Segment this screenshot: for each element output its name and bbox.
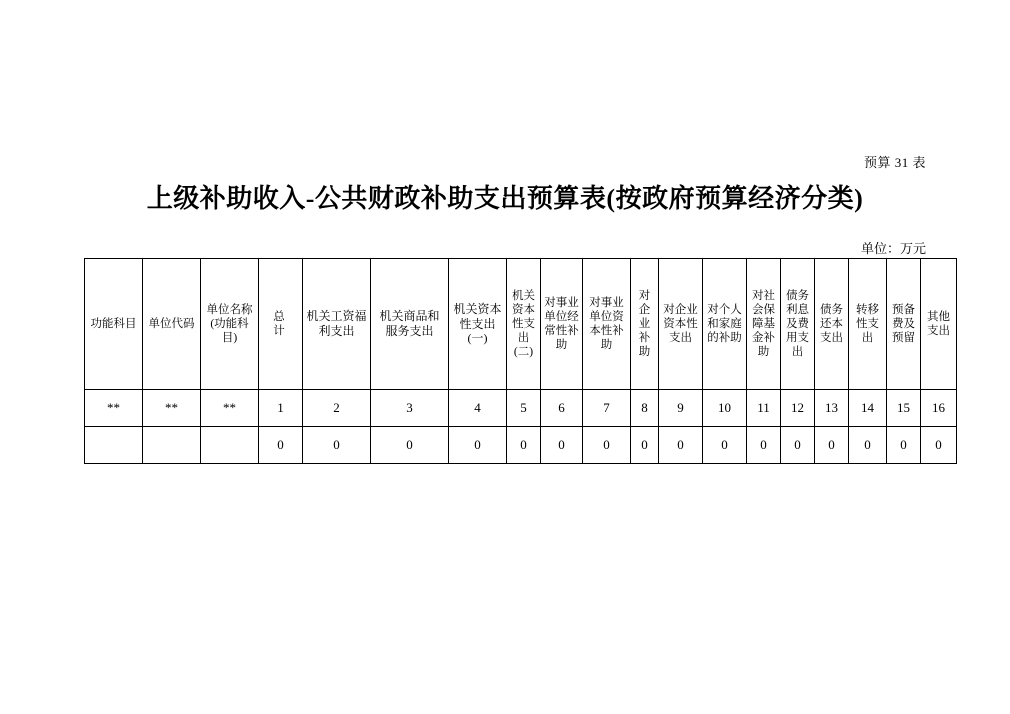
column-header-label: 转移性支出 xyxy=(856,303,879,344)
table-cell: 0 xyxy=(371,427,449,464)
column-header-label: 其他支出 xyxy=(927,310,950,337)
form-number: 预算 31 表 xyxy=(863,155,926,170)
table-cell: 9 xyxy=(659,390,703,427)
column-header-reserve-funds xyxy=(887,259,921,390)
table-cell: 1 xyxy=(259,390,303,427)
column-header-individual-family-subsidy xyxy=(703,259,747,390)
unit-note: 单位：万元 xyxy=(860,241,926,256)
column-header-enterprise-capital-expenditure xyxy=(659,259,703,390)
table-row xyxy=(85,390,957,427)
column-header-label: 对企业补助 xyxy=(638,289,651,359)
table-cell: 0 xyxy=(631,427,659,464)
table-cell: 0 xyxy=(887,427,921,464)
column-header-label: 对个人和家庭的补助 xyxy=(707,303,742,344)
table-cell: 0 xyxy=(849,427,887,464)
table-cell xyxy=(201,427,259,464)
table-cell: 7 xyxy=(583,390,631,427)
column-header-label: 对企业资本性支出 xyxy=(663,303,698,344)
table-cell: 5 xyxy=(507,390,541,427)
column-header-label: 机关资本性支出(二) xyxy=(512,289,535,359)
column-header-label: 对事业单位资本性补助 xyxy=(589,296,624,352)
page-title: 上级补助收入-公共财政补助支出预算表(按政府预算经济分类) xyxy=(146,184,864,213)
table-cell: 0 xyxy=(541,427,583,464)
table-cell: ** xyxy=(85,390,143,427)
column-header-other-expenditure xyxy=(921,259,957,390)
column-header-institution-recurrent-subsidy xyxy=(541,259,583,390)
column-header-total xyxy=(259,259,303,390)
table-cell: 0 xyxy=(921,427,957,464)
table-header-row xyxy=(85,259,957,390)
column-header-label: 债务还本支出 xyxy=(820,303,843,344)
table-cell: 15 xyxy=(887,390,921,427)
table-cell: ** xyxy=(143,390,201,427)
table-cell: 0 xyxy=(815,427,849,464)
table-cell: 6 xyxy=(541,390,583,427)
table-cell: 0 xyxy=(449,427,507,464)
column-header-unit-code xyxy=(143,259,201,390)
budget-table xyxy=(84,258,957,464)
table-cell: 0 xyxy=(583,427,631,464)
column-header-agency-capital-2 xyxy=(507,259,541,390)
table-cell xyxy=(85,427,143,464)
column-header-function-subject xyxy=(85,259,143,390)
column-header-agency-goods-services xyxy=(371,259,449,390)
table-cell: 11 xyxy=(747,390,781,427)
table-cell: 0 xyxy=(659,427,703,464)
table-cell: 0 xyxy=(747,427,781,464)
column-header-enterprise-subsidy xyxy=(631,259,659,390)
table-cell: 8 xyxy=(631,390,659,427)
table-cell: 10 xyxy=(703,390,747,427)
table-cell: 14 xyxy=(849,390,887,427)
column-header-label: 对事业单位经常性补助 xyxy=(544,296,579,352)
column-header-agency-salary-welfare xyxy=(303,259,371,390)
column-header-label: 单位代码 xyxy=(148,317,195,330)
column-header-institution-capital-subsidy xyxy=(583,259,631,390)
column-header-label: 债务利息及费用支出 xyxy=(786,289,809,359)
table-cell: 12 xyxy=(781,390,815,427)
table-row xyxy=(85,427,957,464)
table-cell: 0 xyxy=(259,427,303,464)
column-header-debt-principal xyxy=(815,259,849,390)
column-header-transfer-expenditure xyxy=(849,259,887,390)
column-header-label: 对社会保障基金补助 xyxy=(752,289,775,359)
table-cell: 0 xyxy=(303,427,371,464)
table-cell xyxy=(143,427,201,464)
column-header-label: 机关商品和服务支出 xyxy=(379,309,440,338)
table-cell: 0 xyxy=(507,427,541,464)
table-cell: 3 xyxy=(371,390,449,427)
table-cell: 16 xyxy=(921,390,957,427)
column-header-unit-name xyxy=(201,259,259,390)
table-cell: 2 xyxy=(303,390,371,427)
column-header-label: 机关资本性支出(一) xyxy=(453,302,502,346)
column-header-label: 单位名称(功能科目) xyxy=(206,303,253,344)
column-header-social-security-fund-subsidy xyxy=(747,259,781,390)
column-header-label: 机关工资福利支出 xyxy=(306,309,367,338)
table-cell: 0 xyxy=(781,427,815,464)
column-header-label: 功能科目 xyxy=(90,317,137,330)
column-header-label: 预备费及预留 xyxy=(892,303,915,344)
table-cell: 13 xyxy=(815,390,849,427)
column-header-debt-interest-fees xyxy=(781,259,815,390)
table-cell: ** xyxy=(201,390,259,427)
column-header-agency-capital-1 xyxy=(449,259,507,390)
column-header-label: 总 计 xyxy=(273,310,303,337)
table-cell: 4 xyxy=(449,390,507,427)
table-cell: 0 xyxy=(703,427,747,464)
